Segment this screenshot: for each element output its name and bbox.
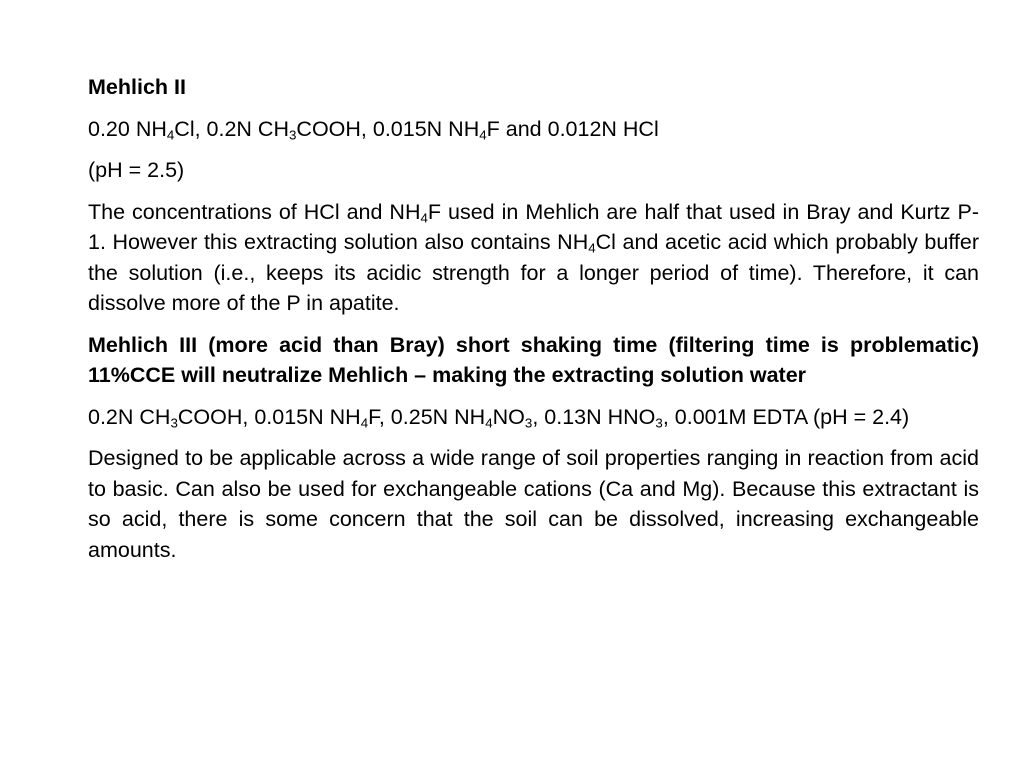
description-text: The concentrations of HCl and NH: [88, 199, 421, 224]
mehlich-iii-heading: [88, 330, 979, 391]
subscript: 3: [524, 415, 533, 431]
formula-text: F and 0.012N HCl: [486, 116, 659, 141]
slide-content: [88, 72, 979, 576]
formula-text: COOH, 0.015N NH: [177, 404, 361, 429]
mehlich-iii-description: [88, 443, 979, 565]
formula-text: , 0.001M EDTA (pH = 2.4): [662, 404, 910, 429]
heading-mehlich-ii-text: Mehlich II: [88, 75, 186, 99]
formula-text: COOH, 0.015N NH: [296, 116, 480, 141]
description-text: F used in Mehlich are half that used in Bray and Kurtz P-1. However this extracting solution also contains NH: [88, 199, 979, 254]
subscript: 4: [479, 127, 487, 143]
heading-mehlich-ii: [88, 72, 979, 103]
mehlich-iii-heading-text: Mehlich III (more acid than Bray) short shaking time (filtering time is problematic) 11%CCE will neutralize Mehlich – making the extracting solution water: [88, 332, 979, 387]
formula-text: , 0.13N HNO: [532, 404, 656, 429]
mehlich-iii-formula: [88, 402, 979, 433]
formula-text: NO: [492, 404, 525, 429]
description-text: Cl and acetic acid which probably buffer the solution (i.e., keeps its acidic strength for a longer period of time). Therefore, it can dissolve more of the P in apatite.: [88, 230, 979, 315]
mehlich-ii-description: [88, 197, 979, 319]
mehlich-iii-description-text: Designed to be applicable across a wide range of soil properties ranging in reaction from acid to basic. Can also be used for exchangeable cations (Ca and Mg). Because this extractant is so acid, there is some concern that the soil can be dissolved, increasing exchangeable amounts.: [88, 446, 979, 562]
subscript: 4: [485, 415, 493, 431]
mehlich-ii-formula: [88, 114, 979, 145]
subscript: 4: [420, 210, 428, 226]
formula-text: 0.2N CH: [88, 404, 171, 429]
subscript: 3: [289, 127, 297, 143]
mehlich-ii-ph: [88, 155, 979, 186]
subscript: 4: [360, 415, 369, 431]
formula-text: 0.20 NH: [88, 116, 167, 141]
formula-text: F, 0.25N NH: [368, 404, 486, 429]
subscript: 3: [170, 415, 178, 431]
subscript: 4: [166, 127, 175, 143]
formula-text: Cl, 0.2N CH: [174, 116, 289, 141]
mehlich-ii-ph-text: (pH = 2.5): [88, 158, 185, 182]
subscript: 3: [655, 415, 663, 431]
subscript: 4: [588, 240, 596, 256]
